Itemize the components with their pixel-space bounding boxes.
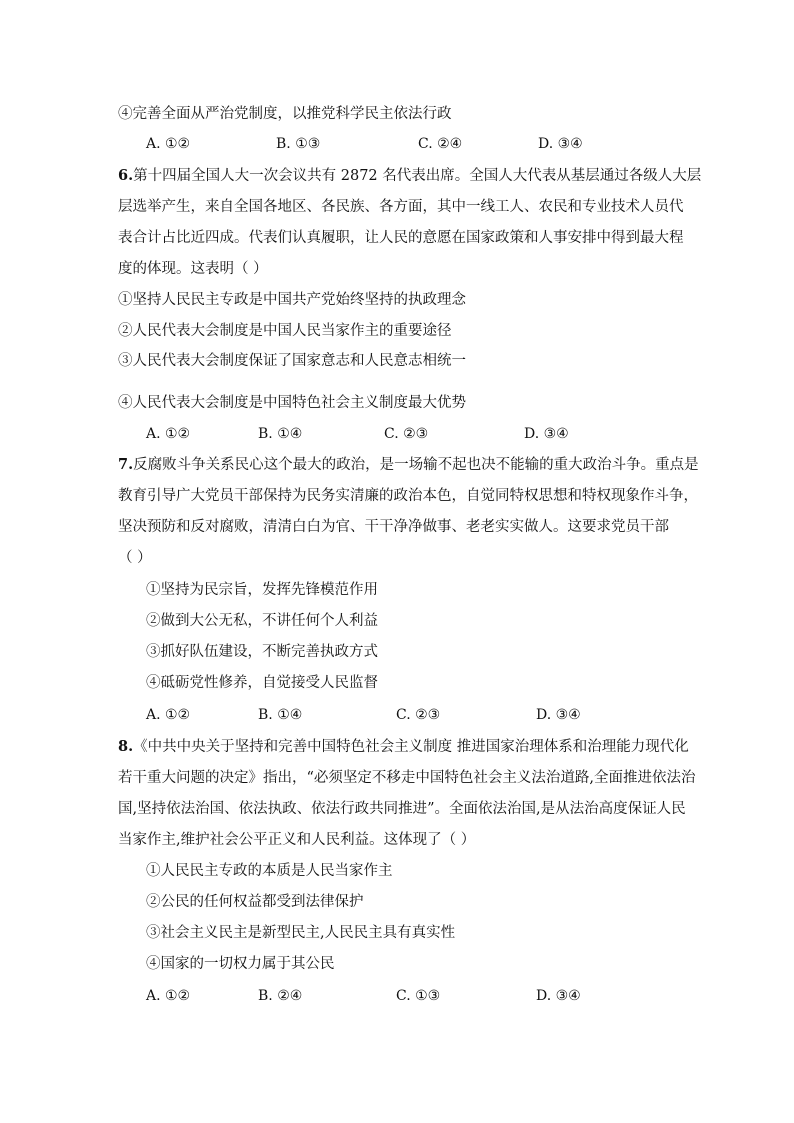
q7-option-d[interactable]: D. ③④ (536, 707, 581, 723)
q8-number: 8. (118, 738, 134, 755)
q7-stem-line-1: 7.反腐败斗争关系民心这个最大的政治，是一场输不起也决不能输的重大政治斗争。重点是 (118, 456, 699, 473)
q6-option-b[interactable]: B. ①④ (258, 426, 303, 442)
q6-stem-line-2: 层选举产生，来自全国各地区、各民族、各方面，其中一线工人、农民和专业技术人员代 (118, 199, 684, 215)
q8-statement-3: ③社会主义民主是新型民主,人民民主具有真实性 (146, 925, 456, 941)
q7-stem-line-3: 坚决预防和反对腐败，清清白白为官、干干净净做事、老老实实做人。这要求党员干部 (118, 519, 669, 535)
q6-option-d[interactable]: D. ③④ (524, 426, 569, 442)
q8-option-c[interactable]: C. ①③ (396, 988, 441, 1004)
q8-stem-line-2: 若干重大问题的决定》指出，“必须坚定不移走中国特色社会主义法治道路,全面推进依法治 (118, 770, 696, 786)
q8-option-b[interactable]: B. ②④ (258, 988, 303, 1004)
q8-stem-line-1: 8.《中共中央关于坚持和完善中国特色社会主义制度 推进国家治理体系和治理能力现代化 (118, 738, 689, 755)
q6-statement-1: ①坚持人民民主专政是中国共产党始终坚持的执政理念 (118, 292, 466, 308)
q7-option-a[interactable]: A. ①② (146, 707, 191, 723)
q7-stem-line-4: （ ） (118, 550, 152, 566)
q8-stem-line-3: 国,坚持依法治国、依法执政、依法行政共同推进”。全面依法治国,是从法治高度保证人民 (118, 801, 686, 817)
q7-statement-1: ①坚持为民宗旨，发挥先锋模范作用 (146, 582, 378, 598)
q8-statement-2: ②公民的任何权益都受到法律保护 (146, 894, 364, 910)
q5-option-a[interactable]: A. ①② (146, 136, 191, 152)
q5-option-c[interactable]: C. ②④ (418, 136, 463, 152)
q7-number: 7. (118, 456, 134, 473)
q6-stem-line-3: 表合计占比近四成。代表们认真履职，让人民的意愿在国家政策和人事安排中得到最大程 (118, 230, 684, 246)
q5-statement-4: ④完善全面从严治党制度，以推党科学民主依法行政 (118, 106, 452, 122)
q7-statement-3: ③抓好队伍建设，不断完善执政方式 (146, 644, 378, 660)
q6-option-c[interactable]: C. ②③ (384, 426, 429, 442)
q7-option-b[interactable]: B. ①④ (258, 707, 303, 723)
q6-stem-line-4: 度的体现。这表明（ ） (118, 261, 268, 277)
q6-statement-2: ②人民代表大会制度是中国人民当家作主的重要途径 (118, 323, 452, 339)
q8-statement-4: ④国家的一切权力属于其公民 (146, 956, 335, 972)
q6-stem-line-1: 6.第十四届全国人大一次会议共有 2872 名代表出席。全国人大代表从基层通过各级人大层 (118, 167, 702, 184)
q8-option-d[interactable]: D. ③④ (536, 988, 581, 1004)
q8-option-a[interactable]: A. ①② (146, 988, 191, 1004)
q7-stem-line-2: 教育引导广大党员干部保持为民务实清廉的政治本色，自觉同特权思想和特权现象作斗争， (118, 488, 698, 504)
q5-option-b[interactable]: B. ①③ (276, 136, 321, 152)
q7-statement-2: ②做到大公无私，不讲任何个人利益 (146, 613, 378, 629)
q6-number: 6. (118, 167, 134, 184)
q8-stem-line-4: 当家作主,维护社会公平正义和人民利益。这体现了（ ） (118, 832, 476, 848)
q6-option-a[interactable]: A. ①② (146, 426, 191, 442)
q8-statement-1: ①人民民主专政的本质是人民当家作主 (146, 863, 393, 879)
q5-option-d[interactable]: D. ③④ (538, 136, 583, 152)
q6-statement-3: ③人民代表大会制度保证了国家意志和人民意志相统一 (118, 353, 466, 369)
q7-statement-4: ④砥砺党性修养，自觉接受人民监督 (146, 675, 378, 691)
q6-statement-4: ④人民代表大会制度是中国特色社会主义制度最大优势 (118, 395, 466, 411)
q7-option-c[interactable]: C. ②③ (396, 707, 441, 723)
